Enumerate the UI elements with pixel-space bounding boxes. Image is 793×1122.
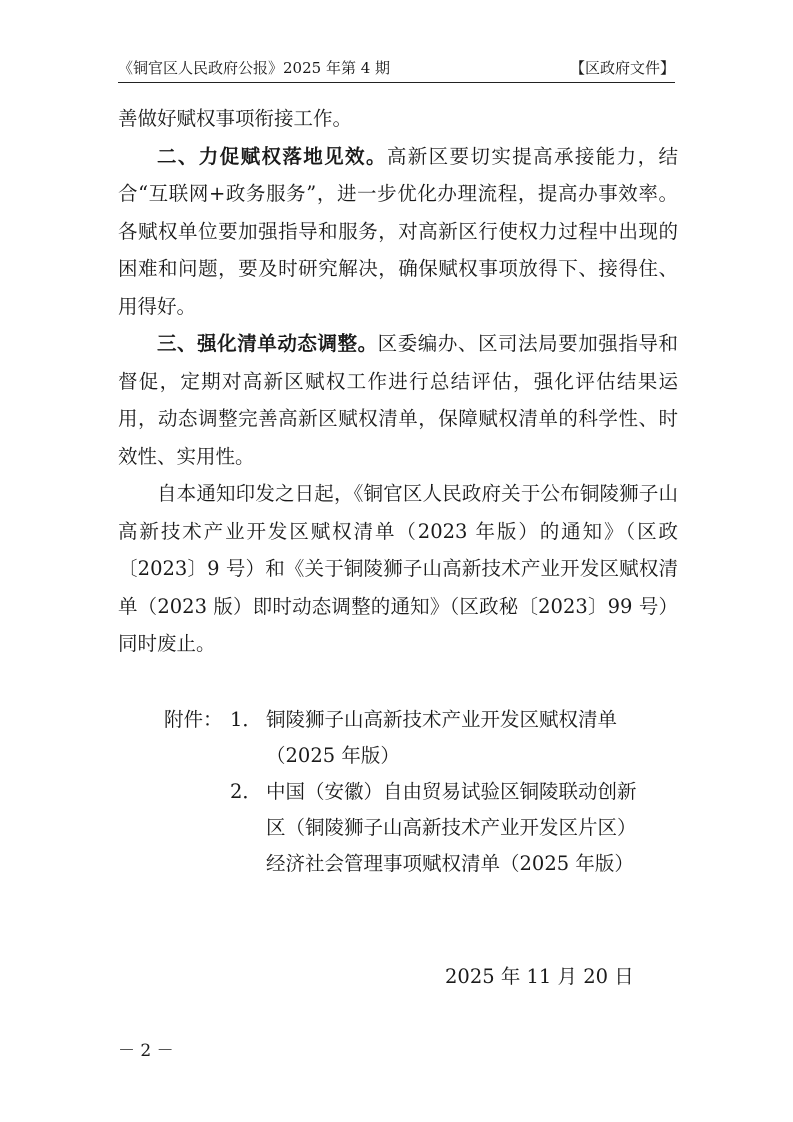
document-body	[118, 100, 678, 663]
publication-title: 《铜官区人民政府公报》2025 年第 4 期	[118, 59, 391, 77]
paragraph-text: 高新区要切实提高承接能力，结合“互联网+政务服务”，进一步优化办理流程，提高办事效率。各赋权单位要加强指导和服务，对高新区行使权力过程中出现的困难和问题，要及时研究解决，确保赋权事项放得下、接得住、用得好。	[118, 144, 678, 318]
section-label: 【区政府文件】	[569, 59, 675, 77]
attachment-number: 2．	[230, 780, 262, 803]
attachment-number: 1．	[230, 708, 262, 731]
paragraph-implementation	[118, 138, 678, 326]
paragraph-continued: 善做好赋权事项衔接工作。	[118, 107, 353, 130]
paragraph-text: 区委编办、区司法局要加强指导和督促，定期对高新区赋权工作进行总结评估，强化评估结果运用，动态调整完善高新区赋权清单，保障赋权清单的科学性、时效性、实用性。	[118, 332, 678, 468]
attachment-title-line: （2025 年版）	[266, 744, 400, 767]
attachment-item-1	[118, 702, 678, 774]
attachments-list	[118, 702, 678, 882]
page-header	[118, 54, 675, 83]
attachment-title-line: 经济社会管理事项赋权清单（2025 年版）	[266, 852, 634, 875]
section-heading-2: 二、力促赋权落地见效。	[157, 144, 387, 168]
attachment-title-line: 区（铜陵狮子山高新技术产业开发区片区）	[266, 816, 637, 839]
attachment-title-line: 铜陵狮子山高新技术产业开发区赋权清单	[266, 708, 618, 731]
attachment-title-line: 中国（安徽）自由贸易试验区铜陵联动创新	[266, 780, 637, 803]
attachments-label: 附件：	[164, 708, 223, 731]
section-heading-3: 三、强化清单动态调整。	[157, 332, 378, 355]
issue-date: 2025 年 11 月 20 日	[445, 965, 634, 988]
page-number: － 2 －	[118, 1041, 174, 1061]
attachment-item-2	[118, 774, 678, 882]
paragraph-dynamic-adjustment	[118, 325, 678, 475]
paragraph-abolition: 自本通知印发之日起，《铜官区人民政府关于公布铜陵狮子山高新技术产业开发区赋权清单（2023 年版）的通知》（区政〔2023〕9 号）和《关于铜陵狮子山高新技术产业开发区赋权清单（2023 版）即时动态调整的通知》（区政秘〔2023〕99 号）同时废止。	[118, 482, 678, 655]
